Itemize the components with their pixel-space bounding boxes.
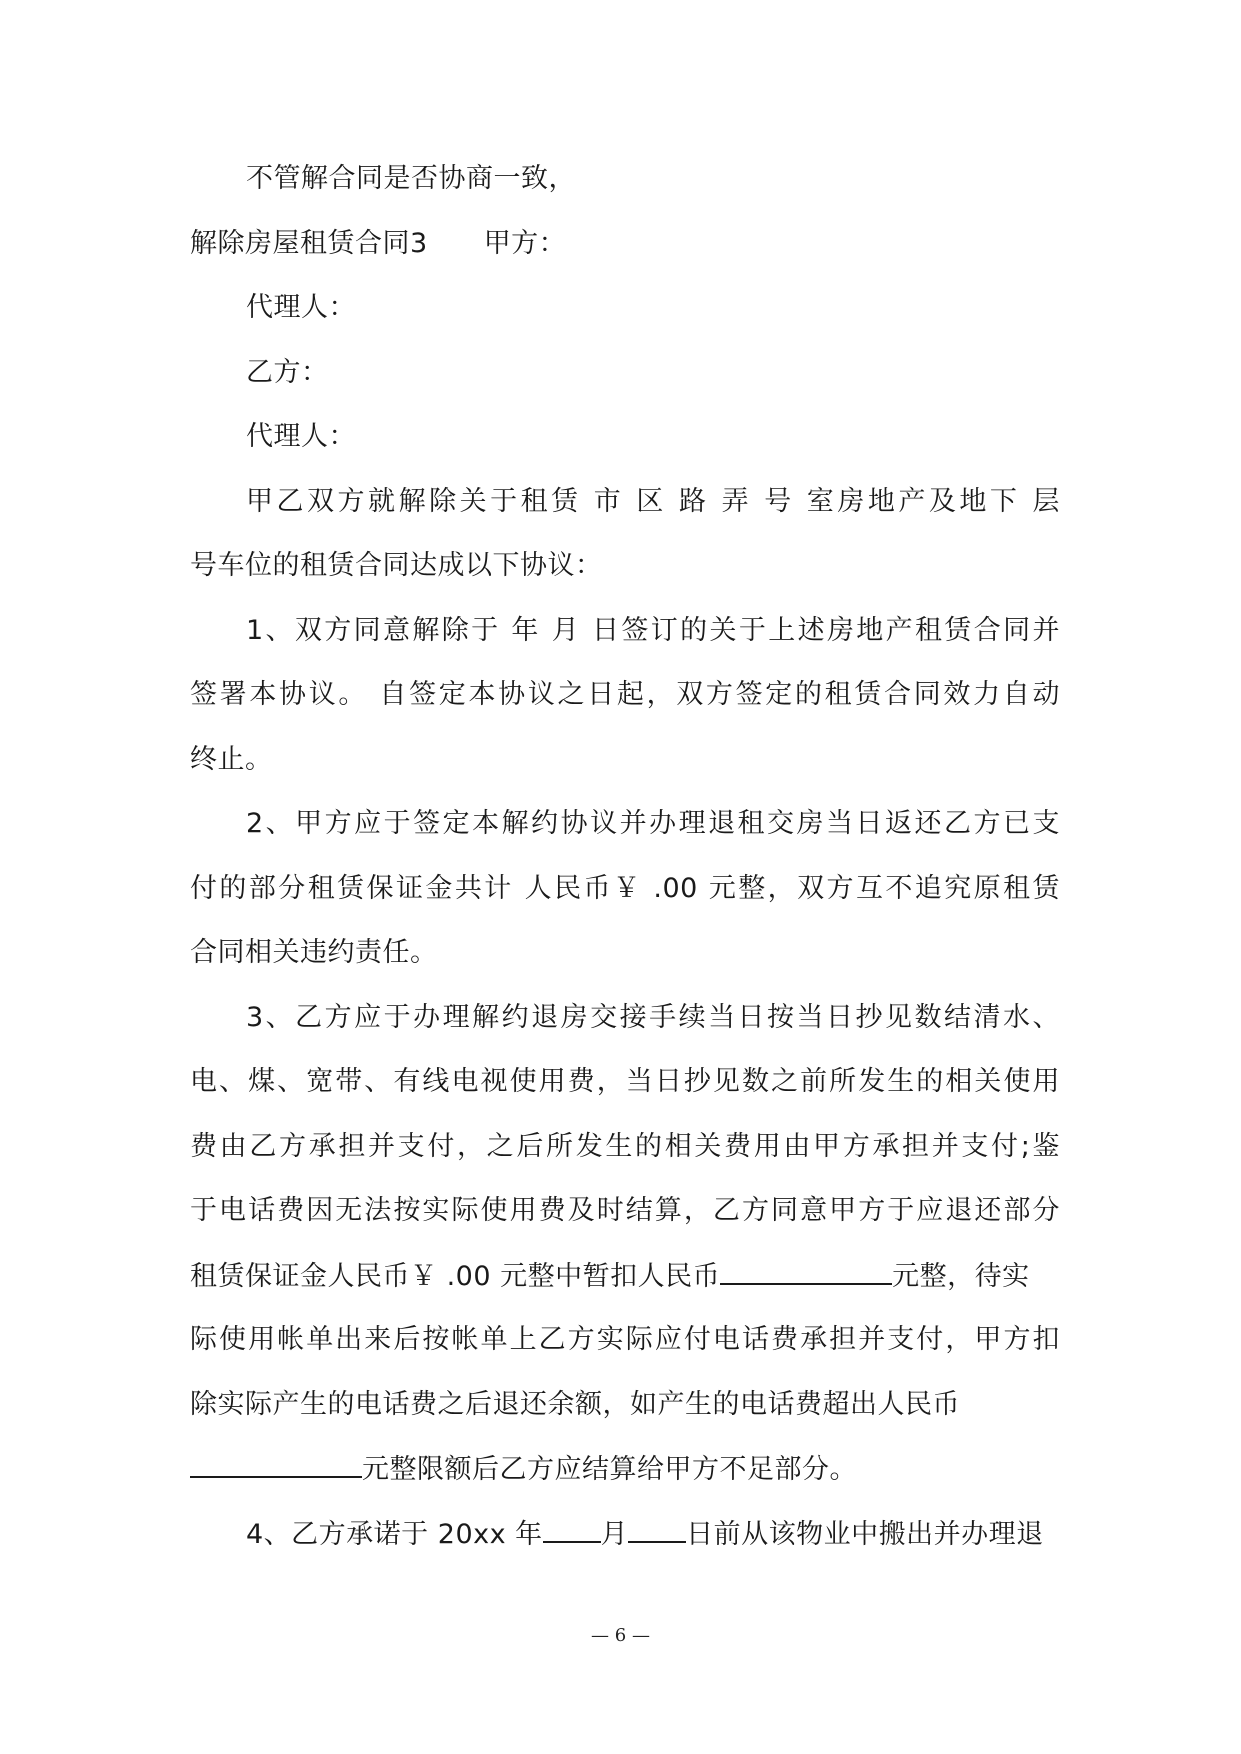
- clause-2-line: 付的部分租赁保证金共计 人民币￥ .00 元整，双方互不追究原租赁: [190, 872, 1060, 904]
- clause-4-line: [190, 1515, 1060, 1580]
- clause-2-line: 合同相关违约责任。: [190, 937, 438, 968]
- clause-1-line: 签署本协议。 自签定本协议之日起，双方签定的租赁合同效力自动: [190, 679, 1060, 710]
- clause-3-text: 元整，待实: [892, 1260, 1030, 1292]
- clause-3-line: 3、乙方应于办理解约退房交接手续当日按当日抄见数结清水、: [246, 1001, 1060, 1033]
- paragraph-line: 甲乙双方就解除关于租赁 市 区 路 弄 号 室房地产及地下 层: [246, 485, 1060, 517]
- party-b-label: 乙方：: [246, 356, 329, 388]
- clause-3-line: 费由乙方承担并支付，之后所发生的相关费用由甲方承担并支付;鉴: [190, 1130, 1060, 1162]
- fill-in-blank: [543, 1515, 601, 1543]
- clause-1-line: 终止。: [190, 743, 273, 775]
- paragraph-line: 不管解合同是否协商一致，: [246, 163, 576, 194]
- fill-in-blank: [190, 1450, 362, 1478]
- clause-3-line: [190, 1450, 1060, 1515]
- fill-in-blank: [628, 1515, 686, 1543]
- clause-3-line: 电、煤、宽带、有线电视使用费，当日抄见数之前所发生的相关使用: [190, 1066, 1060, 1097]
- party-a-label: 甲方：: [483, 227, 567, 259]
- clause-2-line: 2、甲方应于签定本解约协议并办理退租交房当日返还乙方已支: [246, 808, 1060, 839]
- clause-3-line: 除实际产生的电话费之后退还余额，如产生的电话费超出人民币: [190, 1388, 960, 1420]
- clause-4-text: 日前从该物业中搬出并办理退: [686, 1518, 1044, 1550]
- clause-4-text: 月: [600, 1518, 629, 1550]
- page-number: — 6 —: [591, 1625, 650, 1646]
- document-title-line: [190, 225, 1060, 290]
- clause-4-text: 4、乙方承诺于 20xx 年: [246, 1518, 543, 1550]
- clause-3-text: 元整限额后乙方应结算给甲方不足部分。: [362, 1454, 857, 1485]
- document-body: [190, 160, 1060, 1579]
- clause-3-line: 际使用帐单出来后按帐单上乙方实际应付电话费承担并支付，甲方扣: [190, 1324, 1060, 1355]
- agent-label: 代理人：: [246, 292, 356, 323]
- agent-label: 代理人：: [246, 421, 356, 452]
- fill-in-blank: [720, 1257, 892, 1285]
- clause-3-line: 于电话费因无法按实际使用费及时结算，乙方同意甲方于应退还部分: [190, 1195, 1060, 1226]
- clause-1-line: 1、双方同意解除于 年 月 日签订的关于上述房地产租赁合同并: [246, 614, 1060, 646]
- clause-3-text: 租赁保证金人民币￥ .00 元整中暂扣人民币: [190, 1260, 721, 1292]
- clause-3-line: [190, 1257, 1060, 1322]
- paragraph-line: 号车位的租赁合同达成以下协议：: [190, 550, 603, 581]
- document-title: 解除房屋租赁合同3: [190, 227, 428, 259]
